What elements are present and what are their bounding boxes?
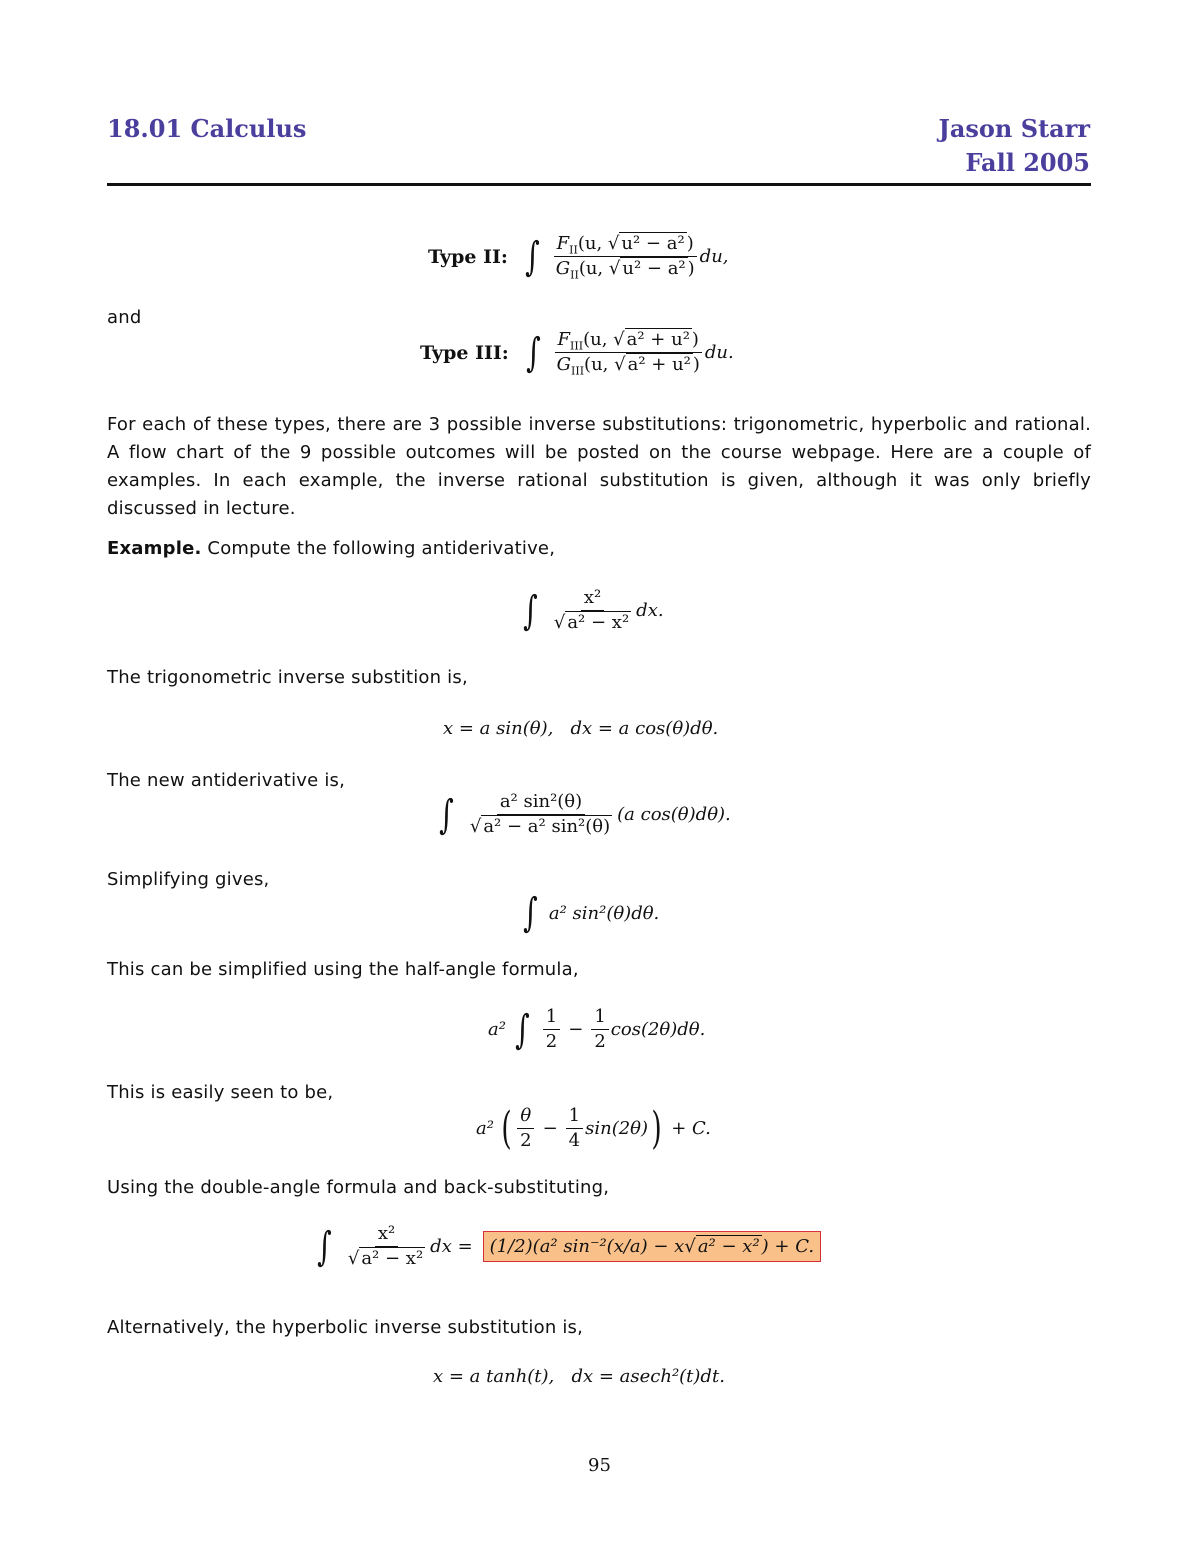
integral-sign: ∫ xyxy=(439,791,454,838)
double-angle-text: Using the double-angle formula and back-substituting, xyxy=(107,1177,610,1198)
fraction-numerator: $F_{III}(u$, √ a² + u² ) xyxy=(555,328,702,353)
differential: du. xyxy=(704,342,734,363)
type-two-fraction xyxy=(553,232,698,281)
type-three-integral xyxy=(420,328,734,377)
integral-sign: ∫ xyxy=(317,1223,332,1270)
result-equation: a² ( $\frac{\theta}{2}$ − $\frac{1}{4}$ sin(2θ) ) + C. xyxy=(476,1102,711,1154)
theta-half-fraction: $\frac{\theta}{2}$ xyxy=(517,1104,534,1153)
intro-paragraph: For each of these types, there are 3 possible inverse substitutions: trigonometric, hyperbolic and rational. A flow chart of the 9 possible outcomes will be posted on the course webpage. Here are a couple of examples. In each example, the inverse rational substitution is given, although it was only briefly discussed in lecture. xyxy=(107,414,1091,519)
equation-tail: (a cos(θ)dθ). xyxy=(617,804,731,825)
fraction-numerator: x² xyxy=(375,1222,398,1247)
fraction-denominator: √ a² − x² xyxy=(347,1248,424,1269)
type-three-fraction xyxy=(554,328,703,377)
fraction-denominator: $G_{III}(u$, √ a² + u² ) xyxy=(556,354,700,378)
equation-tail: dx = xyxy=(430,1236,473,1257)
trig-substitution-equation: x = a sin(θ), dx = a cos(θ)dθ. xyxy=(443,718,719,739)
half-fraction-two: $\frac{1}{2}$ xyxy=(591,1005,608,1054)
quarter-fraction: $\frac{1}{4}$ xyxy=(566,1104,583,1153)
final-fraction xyxy=(345,1222,428,1271)
highlighted-answer-box: (1/2)(a² sin⁻²(x/a) − x√ a² − x² ) + C. xyxy=(483,1231,821,1262)
hyperbolic-substitution-equation: x = a tanh(t), dx = asech²(t)dt. xyxy=(433,1366,725,1387)
type-two-integral xyxy=(428,232,729,281)
fraction-numerator: $F_{II}(u$, √ u² − a² ) xyxy=(554,232,697,257)
integral-sign: ∫ xyxy=(525,233,540,280)
type-three-label: Type III: xyxy=(420,341,509,364)
left-paren: ( xyxy=(501,1102,512,1154)
new-antiderivative-text: The new antiderivative is, xyxy=(107,770,346,791)
simplified-equation: ∫ a² sin²(θ)dθ. xyxy=(523,890,660,936)
differential: dx. xyxy=(636,600,664,621)
example-line xyxy=(107,535,1091,563)
integral-sign: ∫ xyxy=(523,587,538,634)
easily-seen-text: This is easily seen to be, xyxy=(107,1082,334,1103)
half-angle-text: This can be simplified using the half-angle formula, xyxy=(107,959,579,980)
hyperbolic-text: Alternatively, the hyperbolic inverse substitution is, xyxy=(107,1317,584,1338)
fraction-numerator: a² sin²(θ) xyxy=(497,790,585,815)
differential: du, xyxy=(699,246,729,267)
half-angle-equation: a² ∫ $\frac{1}{2}$ − $\frac{1}{2}$ cos(2θ)dθ. xyxy=(488,1006,706,1053)
header-rule xyxy=(107,183,1091,186)
term-label: Fall 2005 xyxy=(965,148,1090,177)
trig-sub-text: The trigonometric inverse substition is, xyxy=(107,667,468,688)
fraction-denominator: $G_{II}(u$, √ u² − a² ) xyxy=(555,258,695,282)
fraction-denominator: √ a² − a² sin²(θ) xyxy=(469,816,611,837)
half-fraction: $\frac{1}{2}$ xyxy=(543,1005,560,1054)
simplifying-text: Simplifying gives, xyxy=(107,869,270,890)
author-name: Jason Starr xyxy=(938,114,1090,143)
example-text: Compute the following antiderivative, xyxy=(201,538,556,559)
integral-sign: ∫ xyxy=(515,1006,530,1053)
and-text: and xyxy=(107,307,142,328)
example-label: Example. xyxy=(107,538,202,559)
coefficient: a² xyxy=(488,1019,506,1040)
antiderivative-fraction xyxy=(551,586,634,635)
integral-sign: ∫ xyxy=(523,890,538,936)
integral-sign: ∫ xyxy=(525,329,541,376)
antiderivative-equation xyxy=(520,586,664,635)
new-antiderivative-equation xyxy=(436,790,731,839)
final-result-equation xyxy=(314,1222,821,1271)
course-title: 18.01 Calculus xyxy=(107,114,307,143)
fraction-numerator: x² xyxy=(581,586,604,611)
page-number: 95 xyxy=(588,1455,611,1476)
new-antiderivative-fraction xyxy=(467,790,615,839)
fraction-denominator: √ a² − x² xyxy=(553,612,630,633)
type-two-label: Type II: xyxy=(428,245,508,268)
right-paren: ) xyxy=(651,1102,662,1154)
